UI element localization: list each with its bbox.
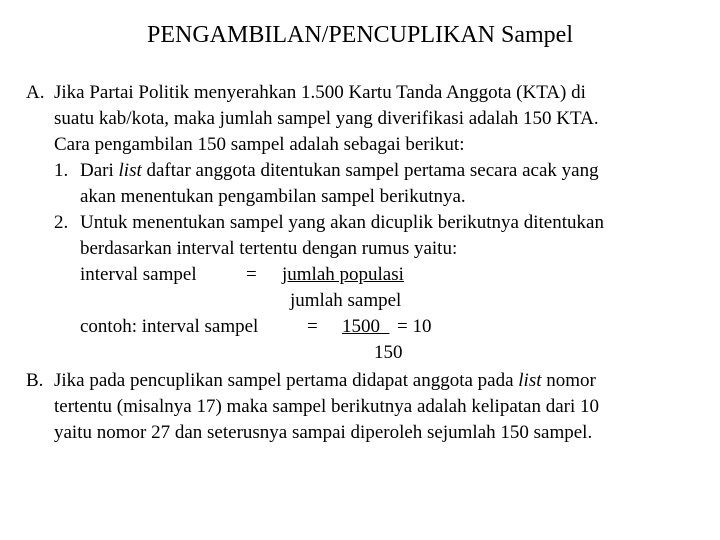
section-a-line-2: suatu kab/kota, maka jumlah sampel yang diverifikasi adalah 150 KTA. xyxy=(54,108,599,129)
section-b-line-2: tertentu (misalnya 17) maka sampel berikutnya adalah kelipatan dari 10 xyxy=(54,396,599,417)
section-a-line-1: Jika Partai Politik menyerahkan 1.500 Kartu Tanda Anggota (KTA) di xyxy=(54,82,586,103)
step-1-post: daftar anggota ditentukan sampel pertama secara acak yang xyxy=(141,160,599,181)
step-1-italic-list: list xyxy=(118,160,142,181)
step-1-pre: Dari xyxy=(80,160,119,181)
section-a-marker: A. xyxy=(26,82,45,103)
step-1-line-1 xyxy=(80,158,599,183)
formula-denominator: jumlah sampel xyxy=(290,290,402,311)
step-2-marker: 2. xyxy=(54,212,69,233)
section-b-marker: B. xyxy=(26,370,44,391)
step-2-line-1: Untuk menentukan sampel yang akan dicuplik berikutnya ditentukan xyxy=(80,212,604,233)
step-1-marker: 1. xyxy=(54,160,69,181)
section-b-post: nomor xyxy=(541,370,596,391)
section-b-pre: Jika pada pencuplikan sampel pertama didapat anggota pada xyxy=(54,370,519,391)
example-result: = 10 xyxy=(397,316,432,337)
example-numerator-value: 1500 xyxy=(342,316,380,337)
step-1-line-2: akan menentukan pengambilan sampel berikutnya. xyxy=(80,186,466,207)
section-b-line-3: yaitu nomor 27 dan seterusnya sampai diperoleh sejumlah 150 sampel. xyxy=(54,422,593,443)
page-title: PENGAMBILAN/PENCUPLIKAN Sampel xyxy=(147,22,573,48)
example-numerator xyxy=(342,314,390,339)
section-b-italic-list: list xyxy=(518,370,542,391)
formula-numerator: jumlah populasi xyxy=(282,264,404,285)
formula-equals: = xyxy=(246,264,257,285)
example-denominator: 150 xyxy=(374,342,403,363)
section-a-line-3: Cara pengambilan 150 sampel adalah sebagai berikut: xyxy=(54,134,465,155)
section-b-line-1 xyxy=(54,368,596,393)
example-label: contoh: interval sampel xyxy=(80,316,259,337)
formula-label: interval sampel xyxy=(80,264,197,285)
step-2-line-2: berdasarkan interval tertentu dengan rumus yaitu: xyxy=(80,238,458,259)
example-equals: = xyxy=(307,316,318,337)
